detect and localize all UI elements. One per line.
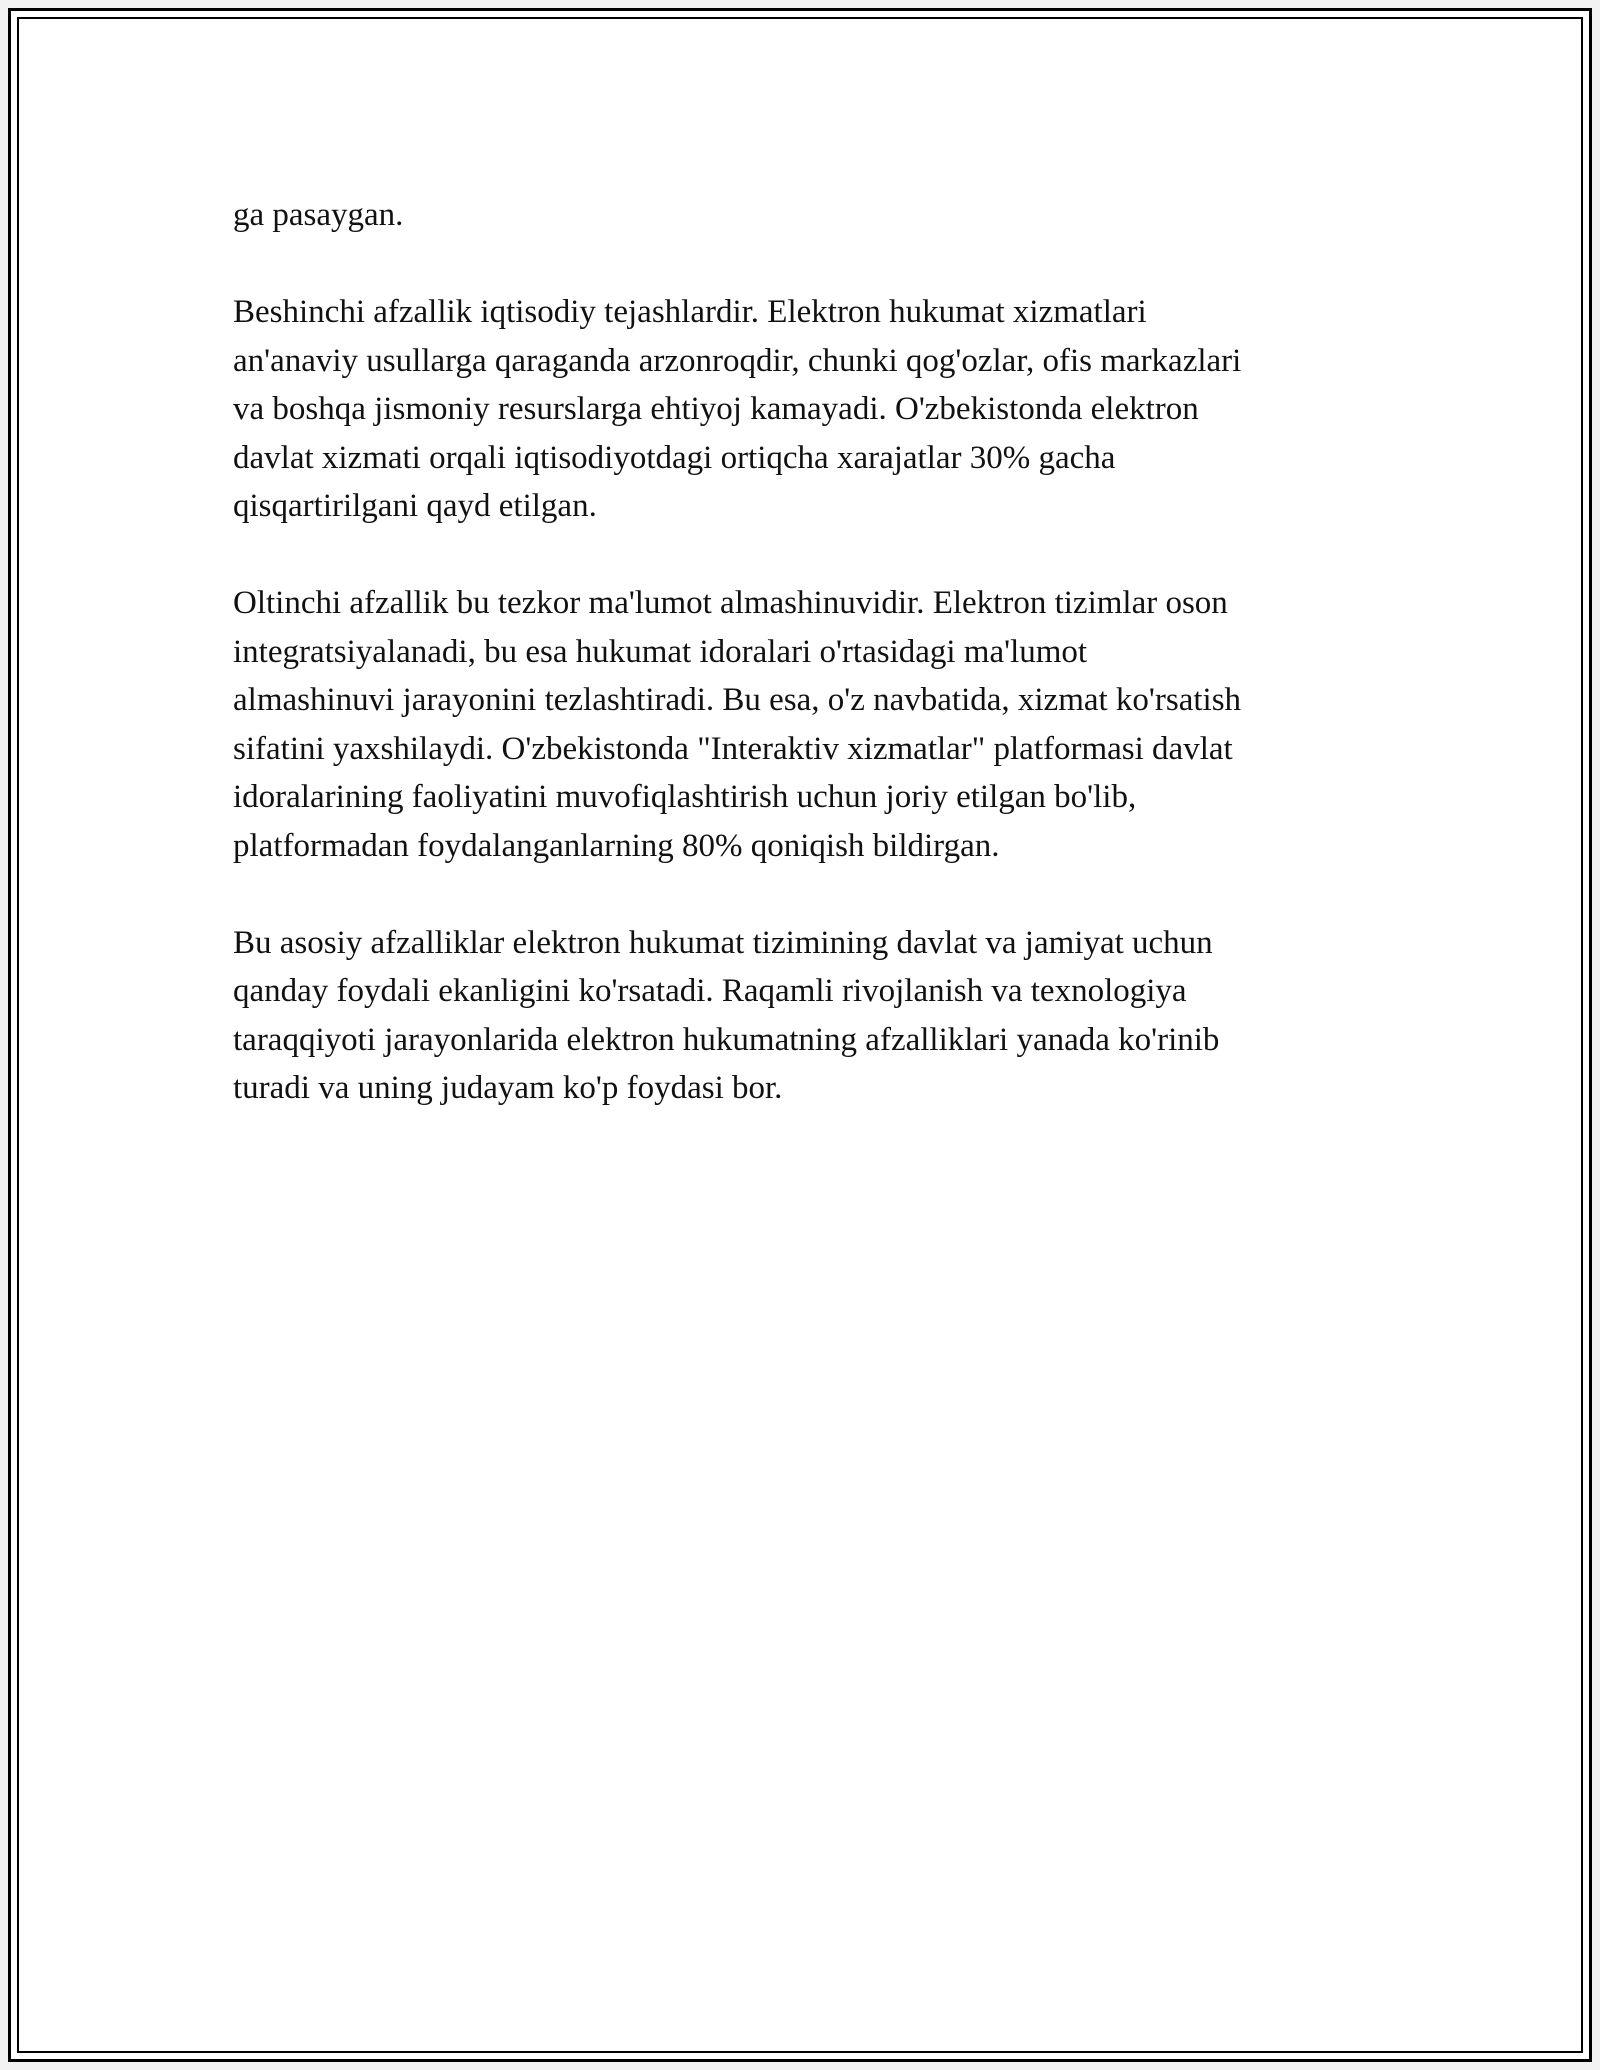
- paragraph-4: [233, 919, 1383, 1113]
- text-line: almashinuvi jarayonini tezlashtiradi. Bu esa, o'z navbatida, xizmat ko'rsatish: [233, 682, 1242, 718]
- text-line: Beshinchi afzallik iqtisodiy tejashlardir. Elektron hukumat xizmatlari: [233, 294, 1147, 330]
- text-line: qanday foydali ekanligini ko'rsatadi. Raqamli rivojlanish va texnologiya: [233, 973, 1187, 1009]
- text-line: ga pasaygan.: [233, 197, 404, 233]
- text-line: va boshqa jismoniy resurslarga ehtiyoj kamayadi. O'zbekistonda elektron: [233, 391, 1199, 427]
- paragraph-2: [233, 288, 1383, 531]
- text-line: davlat xizmati orqali iqtisodiyotdagi ortiqcha xarajatlar 30% gacha: [233, 439, 1116, 476]
- text-line: sifatini yaxshilaydi. O'zbekistonda "Interaktiv xizmatlar" platformasi davlat: [233, 730, 1233, 767]
- text-line: idoralarining faoliyatini muvofiqlashtirish uchun joriy etilgan bo'lib,: [233, 779, 1137, 815]
- text-line: qisqartirilgani qayd etilgan.: [233, 488, 597, 524]
- text-line: an'anaviy usullarga qaraganda arzonroqdir, chunki qog'ozlar, ofis markazlari: [233, 342, 1242, 379]
- text-line: Oltinchi afzallik bu tezkor ma'lumot almashinuvidir. Elektron tizimlar oson: [233, 585, 1228, 621]
- paragraph-3: [233, 579, 1383, 870]
- text-line: Bu asosiy afzalliklar elektron hukumat tizimining davlat va jamiyat uchun: [233, 924, 1213, 961]
- paragraph-1: [233, 191, 1383, 240]
- text-line: platformadan foydalanganlarning 80% qoniqish bildirgan.: [233, 827, 1000, 864]
- document-body: [233, 191, 1383, 1161]
- document-page: [8, 8, 1592, 2062]
- text-line: taraqqiyoti jarayonlarida elektron hukumatning afzalliklari yanada ko'rinib: [233, 1021, 1220, 1058]
- text-line: turadi va uning judayam ko'p foydasi bor.: [233, 1070, 783, 1106]
- text-line: integratsiyalanadi, bu esa hukumat idoralari o'rtasidagi ma'lumot: [233, 633, 1088, 670]
